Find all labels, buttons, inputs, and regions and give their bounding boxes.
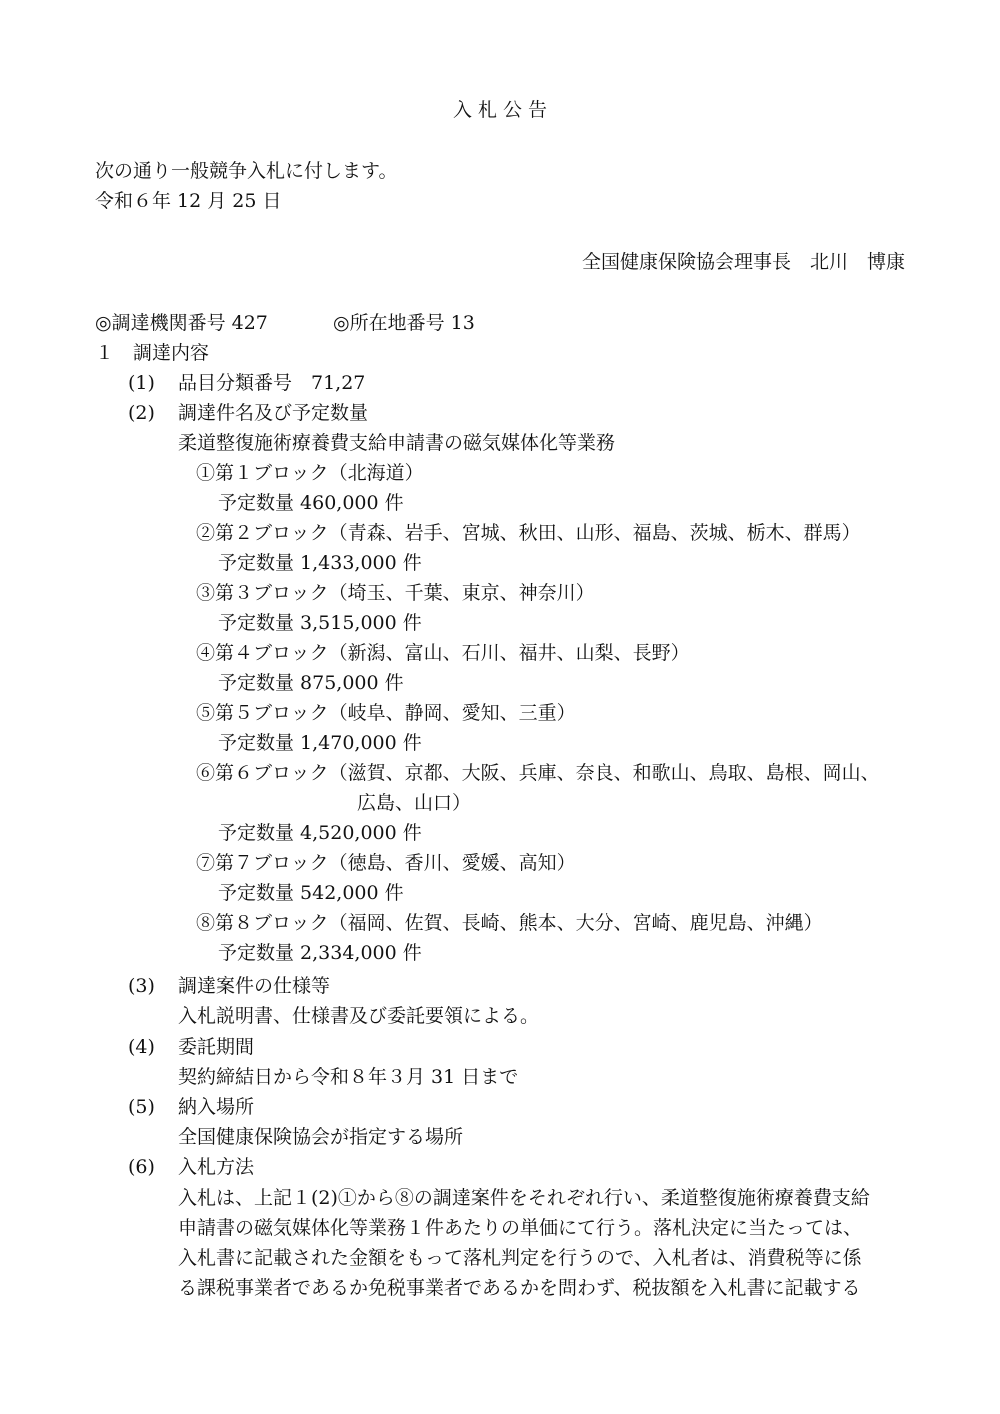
- item1-number: (1): [128, 372, 155, 394]
- section1-heading: １ 調達内容: [95, 342, 210, 364]
- item6-paragraph-line: 入札は、上記１(2)①から⑧の調達案件をそれぞれ行い、柔道整復施術療養費支給: [178, 1187, 870, 1209]
- item5-heading: 納入場所: [178, 1096, 255, 1118]
- block-1-name: ①第１ブロック（北海道）: [196, 462, 424, 484]
- item3-heading: 調達案件の仕様等: [178, 975, 331, 997]
- intro-text: 次の通り一般競争入札に付します。: [95, 160, 398, 182]
- item2-number: (2): [128, 402, 155, 424]
- item3-number: (3): [128, 975, 155, 997]
- block-6-name-continued: 広島、山口）: [357, 792, 472, 814]
- item4-number: (4): [128, 1036, 155, 1058]
- item3-text: 入札説明書、仕様書及び委託要領による。: [178, 1005, 540, 1027]
- item6-paragraph-line: る課税事業者であるか免税事業者であるかを問わず、税抜額を入札書に記載する: [178, 1277, 861, 1299]
- block-2-quantity: 予定数量 1,433,000 件: [218, 552, 422, 574]
- agency-code: ◎調達機関番号 427: [95, 312, 268, 334]
- block-7-name: ⑦第７ブロック（徳島、香川、愛媛、高知）: [196, 852, 576, 874]
- item5-text: 全国健康保険協会が指定する場所: [178, 1126, 464, 1148]
- block-1-quantity: 予定数量 460,000 件: [218, 492, 404, 514]
- item6-paragraph-line: 入札書に記載された金額をもって落札判定を行うので、入札者は、消費税等に係: [178, 1247, 862, 1269]
- block-3-quantity: 予定数量 3,515,000 件: [218, 612, 422, 634]
- item2-subject: 柔道整復施術療養費支給申請書の磁気媒体化等業務: [178, 432, 616, 454]
- block-4-quantity: 予定数量 875,000 件: [218, 672, 404, 694]
- item5-number: (5): [128, 1096, 155, 1118]
- item6-number: (6): [128, 1156, 155, 1178]
- item4-heading: 委託期間: [178, 1036, 255, 1058]
- issuer-name: 全国健康保険協会理事長 北川 博康: [581, 251, 905, 273]
- location-code: ◎所在地番号 13: [333, 312, 475, 334]
- notice-date: 令和６年 12 月 25 日: [95, 190, 282, 212]
- item4-text: 契約締結日から令和８年３月 31 日まで: [178, 1066, 519, 1088]
- item2-heading: 調達件名及び予定数量: [178, 402, 369, 424]
- block-8-name: ⑧第８ブロック（福岡、佐賀、長崎、熊本、大分、宮崎、鹿児島、沖縄）: [196, 912, 823, 934]
- block-7-quantity: 予定数量 542,000 件: [218, 882, 404, 904]
- block-3-name: ③第３ブロック（埼玉、千葉、東京、神奈川）: [196, 582, 595, 604]
- item1-text: 品目分類番号 71,27: [178, 372, 366, 394]
- block-6-name: ⑥第６ブロック（滋賀、京都、大阪、兵庫、奈良、和歌山、鳥取、島根、岡山、: [196, 762, 880, 784]
- block-6-quantity: 予定数量 4,520,000 件: [218, 822, 422, 844]
- item6-heading: 入札方法: [178, 1156, 255, 1178]
- block-8-quantity: 予定数量 2,334,000 件: [218, 942, 422, 964]
- item6-paragraph-line: 申請書の磁気媒体化等業務１件あたりの単価にて行う。落札決定に当たっては、: [178, 1217, 863, 1239]
- document-title: 入 札 公 告: [452, 99, 548, 121]
- block-5-name: ⑤第５ブロック（岐阜、静岡、愛知、三重）: [196, 702, 576, 724]
- block-4-name: ④第４ブロック（新潟、富山、石川、福井、山梨、長野）: [196, 642, 690, 664]
- block-5-quantity: 予定数量 1,470,000 件: [218, 732, 422, 754]
- block-2-name: ②第２ブロック（青森、岩手、宮城、秋田、山形、福島、茨城、栃木、群馬）: [196, 522, 861, 544]
